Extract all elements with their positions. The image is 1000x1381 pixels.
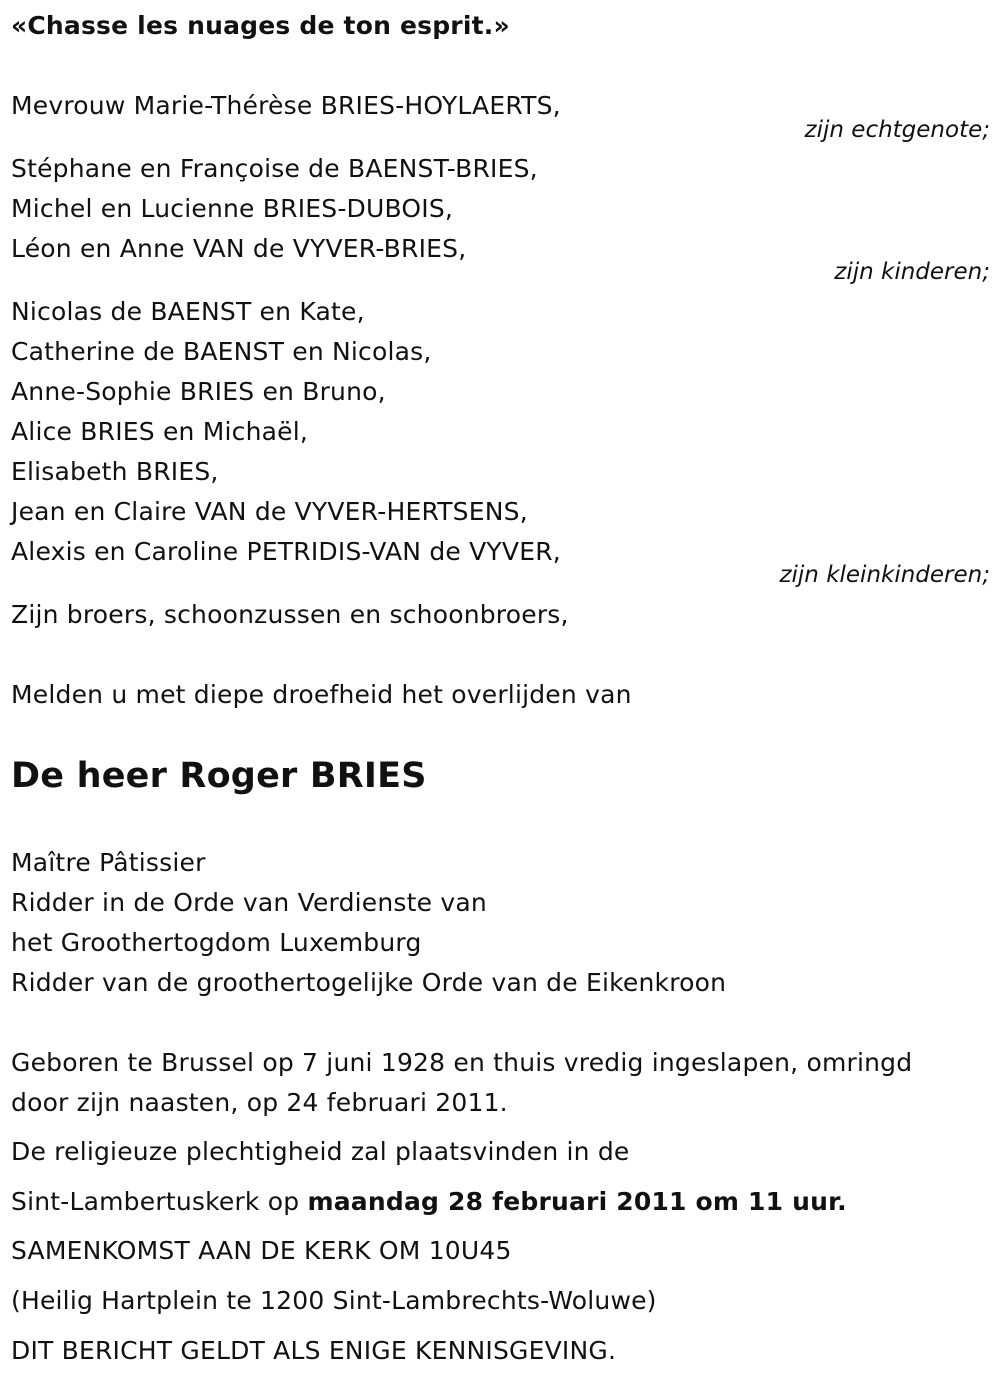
grandchildren-role: zijn kleinkinderen; <box>779 562 990 588</box>
spouse-line: Mevrouw Marie-Thérèse BRIES-HOYLAERTS, <box>11 91 561 120</box>
grandchild-line: Alexis en Caroline PETRIDIS-VAN de VYVER, <box>11 537 561 566</box>
child-line: Michel en Lucienne BRIES-DUBOIS, <box>11 194 454 223</box>
title-line: Ridder van de groothertogelijke Orde van de Eikenkroon <box>11 968 727 997</box>
birth-death-line: door zijn naasten, op 24 februari 2011. <box>11 1088 508 1117</box>
grandchild-line: Alice BRIES en Michaël, <box>11 417 309 446</box>
grandchild-line: Elisabeth BRIES, <box>11 457 219 486</box>
siblings-line: Zijn broers, schoonzussen en schoonbroers, <box>11 600 569 629</box>
ceremony-intro: De religieuze plechtigheid zal plaatsvinden in de <box>11 1137 630 1166</box>
grandchild-line: Jean en Claire VAN de VYVER-HERTSENS, <box>11 497 528 526</box>
title-line: het Groothertogdom Luxemburg <box>11 928 422 957</box>
grandchild-line: Nicolas de BAENST en Kate, <box>11 297 365 326</box>
quote: «Chasse les nuages de ton esprit.» <box>11 11 510 40</box>
announcement-line: Melden u met diepe droefheid het overlijden van <box>11 680 632 709</box>
grandchild-line: Anne-Sophie BRIES en Bruno, <box>11 377 386 406</box>
ceremony-date-time: maandag 28 februari 2011 om 11 uur. <box>307 1187 847 1216</box>
child-line: Léon en Anne VAN de VYVER-BRIES, <box>11 234 467 263</box>
deceased-name: De heer Roger BRIES <box>11 756 427 796</box>
ceremony-church-line <box>11 1187 847 1217</box>
birth-death-line: Geboren te Brussel op 7 juni 1928 en thuis vredig ingeslapen, omringd <box>11 1048 913 1077</box>
children-role: zijn kinderen; <box>834 259 990 285</box>
gathering-line: SAMENKOMST AAN DE KERK OM 10U45 <box>11 1236 512 1265</box>
ceremony-church: Sint-Lambertuskerk op <box>11 1187 308 1216</box>
address-line: (Heilig Hartplein te 1200 Sint-Lambrechts-Woluwe) <box>11 1286 657 1315</box>
spouse-role: zijn echtgenote; <box>804 117 990 143</box>
notice-line: DIT BERICHT GELDT ALS ENIGE KENNISGEVING. <box>11 1336 617 1365</box>
child-line: Stéphane en Françoise de BAENST-BRIES, <box>11 154 538 183</box>
grandchild-line: Catherine de BAENST en Nicolas, <box>11 337 432 366</box>
title-line: Maître Pâtissier <box>11 848 206 877</box>
title-line: Ridder in de Orde van Verdienste van <box>11 888 487 917</box>
